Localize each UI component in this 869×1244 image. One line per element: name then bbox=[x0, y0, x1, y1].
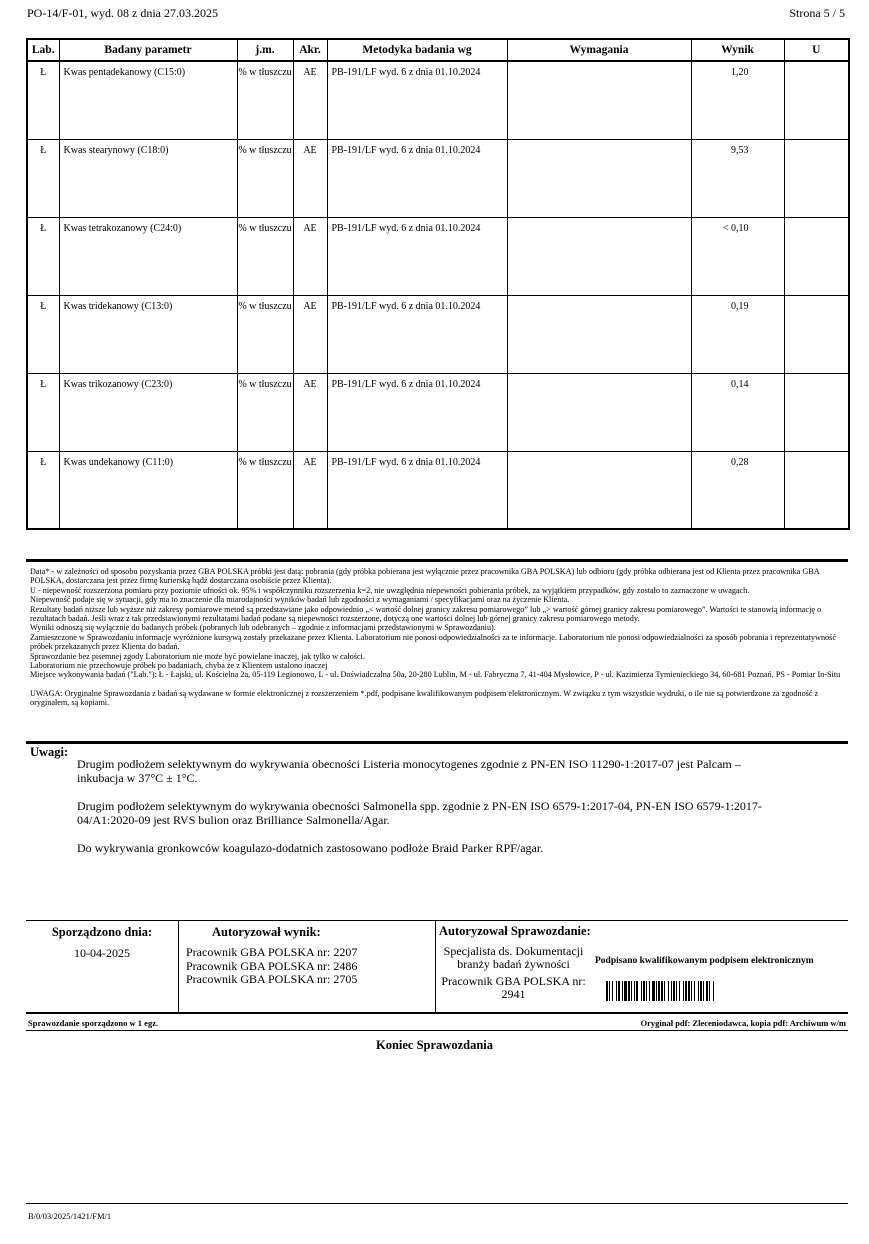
table-row bbox=[27, 139, 849, 217]
cell-unit: % w tłuszczu bbox=[237, 373, 293, 451]
authorized-report-label: Autoryzował Sprawozdanie: bbox=[439, 924, 591, 938]
cell-result: < 0,10 bbox=[691, 217, 784, 295]
cell-param: Kwas undekanowy (C11:0) bbox=[59, 451, 237, 529]
cell-method: PB-191/LF wyd. 6 z dnia 01.10.2024 bbox=[327, 451, 507, 529]
cell-unit: % w tłuszczu bbox=[237, 139, 293, 217]
cell-akr: AE bbox=[293, 373, 327, 451]
warning-note: UWAGA: Oryginalne Sprawozdania z badań są wydawane w formie elektronicznej z rozszerzeniem *.pdf, podpisane kwalifikowanym podpisem elektronicznym. W związku z tym wszystkie wydruki, o ile nie są potwierdzone za zgodność z oryginałem, są kopiami. bbox=[30, 688, 819, 708]
cell-result: 0,14 bbox=[691, 373, 784, 451]
authorized-report-section bbox=[436, 920, 591, 1012]
cell-req bbox=[507, 217, 691, 295]
col-akr: Akr. bbox=[293, 39, 327, 61]
cell-req bbox=[507, 61, 691, 139]
footnote: Sprawozdanie bez pisemnej zgody Laboratorium nie może być powielane inaczej, jak tylko w całości. bbox=[30, 651, 365, 661]
cell-lab: Ł bbox=[27, 373, 59, 451]
remarks-label: Uwagi: bbox=[30, 745, 69, 759]
prepared-date: 10-04-2025 bbox=[74, 946, 130, 960]
cell-result: 0,19 bbox=[691, 295, 784, 373]
cell-req bbox=[507, 373, 691, 451]
authorized-result-label: Autoryzował wynik: bbox=[212, 925, 321, 939]
cell-param: Kwas tridekanowy (C13:0) bbox=[59, 295, 237, 373]
cell-req bbox=[507, 139, 691, 217]
cell-unit: % w tłuszczu bbox=[237, 451, 293, 529]
authorized-result-section bbox=[178, 920, 435, 1012]
authorizer: Pracownik GBA POLSKA nr: 2207 bbox=[186, 945, 358, 959]
footnote: U - niepewność rozszerzona pomiaru przy poziomie ufności ok. 95% i współczynniku rozszerzenia k=2, nie uwzględnia niepewności pobierania próbek, za wyjątkiem przypadków, gdy zostało to zaznaczone w uwagach. bbox=[30, 585, 750, 595]
cell-req bbox=[507, 451, 691, 529]
table-row bbox=[27, 217, 849, 295]
cell-lab: Ł bbox=[27, 295, 59, 373]
barcode bbox=[606, 981, 831, 1001]
cell-unit: % w tłuszczu bbox=[237, 217, 293, 295]
page-number: Strona 5 / 5 bbox=[789, 6, 845, 20]
original-note: Oryginał pdf: Zleceniodawca, kopia pdf: Archiwum w/m bbox=[640, 1018, 846, 1028]
cell-u bbox=[784, 139, 849, 217]
footnote: Zamieszczone w Sprawozdaniu informacje wyróżnione kursywą zostały przekazane przez Klienta. Laboratorium nie ponosi odpowiedzialności za te informacje. Laboratorium nie ponosi odpowiedzialności za sposób pobrania i reprezentatywność próbek przekazanych przez Klienta do badań. bbox=[30, 632, 836, 652]
cell-akr: AE bbox=[293, 217, 327, 295]
authorizer: Pracownik GBA POLSKA nr: 2705 bbox=[186, 972, 358, 986]
table-row bbox=[27, 295, 849, 373]
remark-item: Drugim podłożem selektywnym do wykrywania obecności Salmonella spp. zgodnie z PN-EN ISO 6579-1:2017-04, PN-EN ISO 6579-1:2017-04/A1:2020-09 jest RVS bulion oraz Brilliance Salmonella/Agar. bbox=[77, 799, 762, 827]
cell-method: PB-191/LF wyd. 6 z dnia 01.10.2024 bbox=[327, 373, 507, 451]
divider bbox=[26, 1030, 848, 1031]
remark-item: Drugim podłożem selektywnym do wykrywania obecności Listeria monocytogenes zgodnie z PN-EN ISO 11290-1:2017-07 jest Palcam – inkubacja w 37°C ± 1°C. bbox=[77, 757, 741, 785]
cell-akr: AE bbox=[293, 139, 327, 217]
cell-u bbox=[784, 373, 849, 451]
table-row bbox=[27, 451, 849, 529]
cell-param: Kwas trikozanowy (C23:0) bbox=[59, 373, 237, 451]
cell-u bbox=[784, 451, 849, 529]
footnote: Niepewność podaje się w sytuacji, gdy ma to znaczenie dla miarodajności wyników badań lub zgodności z wymaganiami / specyfikacjami oraz na życzenie Klienta. bbox=[30, 595, 570, 605]
table-row bbox=[27, 373, 849, 451]
document-code: B/0/03/2025/1421/FM/1 bbox=[28, 1211, 112, 1221]
authorizer: Pracownik GBA POLSKA nr: 2486 bbox=[186, 958, 358, 973]
footnote: Data* - w zależności od sposobu pozyskania przez GBA POLSKA próbki jest datą: pobrania (gdy próbka pobierana jest wyłącznie przez pracownika GBA POLSKA) lub odbioru (gdy próbka odbierana jest od Klienta przez pracownika GBA POLSKA, dostarczana jest przez firmę kurierską bądź dostarczana osobiście przez Klienta). bbox=[30, 567, 820, 586]
col-param: Badany parametr bbox=[59, 39, 237, 61]
cell-result: 9,53 bbox=[691, 139, 784, 217]
cell-result: 1,20 bbox=[691, 61, 784, 139]
cell-unit: % w tłuszczu bbox=[237, 61, 293, 139]
col-unit: j.m. bbox=[237, 39, 293, 61]
footnote: Miejsce wykonywania badań ("Lab."): Ł - Łajski, ul. Kościelna 2a, 05-119 Legionowo, L - ul. Doświadczalna 50a, 20-280 Lublin, M - ul. Fabryczna 7, 41-404 Mysłowice, P - ul. Kazimierza Tymienieckiego 34, 60-681 Poznań, PS - Pomiar In-Situ bbox=[30, 670, 841, 680]
footnote: Rezultaty badań niższe lub wyższe niż zakresy pomiarowe metod są przedstawiane jako odpowiednio „< wartość dolnej granicy zakresu pomiarowego” lub „> wartość górnej granicy zakresu pomiarowego”. Wartości te stanowią informację o rezultatach badań. Jeśli wraz z tak przedstawionymi rezultatami badań podane są niepewności rozszerzone, dotyczą one wartości dolnej lub górnej granicy zakresu pomiarowego metody. bbox=[30, 604, 822, 624]
footnotes bbox=[30, 567, 845, 708]
end-of-report: Koniec Sprawozdania bbox=[375, 1038, 494, 1052]
col-result: Wynik bbox=[691, 39, 784, 61]
cell-lab: Ł bbox=[27, 451, 59, 529]
cell-u bbox=[784, 61, 849, 139]
divider bbox=[26, 741, 848, 744]
cell-unit: % w tłuszczu bbox=[237, 295, 293, 373]
cell-method: PB-191/LF wyd. 6 z dnia 01.10.2024 bbox=[327, 295, 507, 373]
prepared-section bbox=[26, 920, 178, 1012]
col-req: Wymagania bbox=[507, 39, 691, 61]
divider bbox=[26, 1203, 848, 1204]
table-row bbox=[27, 61, 849, 139]
divider bbox=[26, 559, 848, 562]
cell-lab: Ł bbox=[27, 139, 59, 217]
col-u: U bbox=[784, 39, 849, 61]
footnote: Wyniki odnoszą się wyłącznie do badanych próbek (pobranych lub odebranych – zgodnie z informacjami przedstawionymi w Sprawozdaniu). bbox=[30, 623, 496, 633]
cell-method: PB-191/LF wyd. 6 z dnia 01.10.2024 bbox=[327, 61, 507, 139]
cell-req bbox=[507, 295, 691, 373]
authorizer: Pracownik GBA POLSKA nr: 2941 bbox=[441, 973, 586, 1001]
cell-method: PB-191/LF wyd. 6 z dnia 01.10.2024 bbox=[327, 217, 507, 295]
cell-u bbox=[784, 295, 849, 373]
authorizer-role: Specjalista ds. Dokumentacji branży badań żywności bbox=[443, 943, 584, 971]
cell-akr: AE bbox=[293, 61, 327, 139]
results-table bbox=[26, 38, 850, 530]
cell-result: 0,28 bbox=[691, 451, 784, 529]
remarks bbox=[77, 757, 777, 869]
col-method: Metodyka badania wg bbox=[327, 39, 507, 61]
cell-lab: Ł bbox=[27, 217, 59, 295]
form-id: PO-14/F-01, wyd. 08 z dnia 27.03.2025 bbox=[27, 6, 218, 20]
table-header bbox=[27, 39, 849, 61]
prepared-label: Sporządzono dnia: bbox=[51, 925, 153, 939]
cell-akr: AE bbox=[293, 451, 327, 529]
col-lab: Lab. bbox=[27, 39, 59, 61]
cell-param: Kwas tetrakozanowy (C24:0) bbox=[59, 217, 237, 295]
cell-param: Kwas stearynowy (C18:0) bbox=[59, 139, 237, 217]
copies-note: Sprawozdanie sporządzono w 1 egz. bbox=[28, 1018, 159, 1028]
cell-method: PB-191/LF wyd. 6 z dnia 01.10.2024 bbox=[327, 139, 507, 217]
cell-u bbox=[784, 217, 849, 295]
cell-akr: AE bbox=[293, 295, 327, 373]
divider bbox=[26, 1012, 848, 1014]
footnote: Laboratorium nie przechowuje próbek po badaniach, chyba że z Klientem ustalono inaczej bbox=[30, 661, 328, 671]
remark-item: Do wykrywania gronkowców koagulazo-dodatnich zastosowano podłoże Braid Parker RPF/agar. bbox=[77, 841, 544, 855]
cell-lab: Ł bbox=[27, 61, 59, 139]
signature-note: Podpisano kwalifikowanym podpisem elektronicznym bbox=[595, 956, 814, 966]
cell-param: Kwas pentadekanowy (C15:0) bbox=[59, 61, 237, 139]
